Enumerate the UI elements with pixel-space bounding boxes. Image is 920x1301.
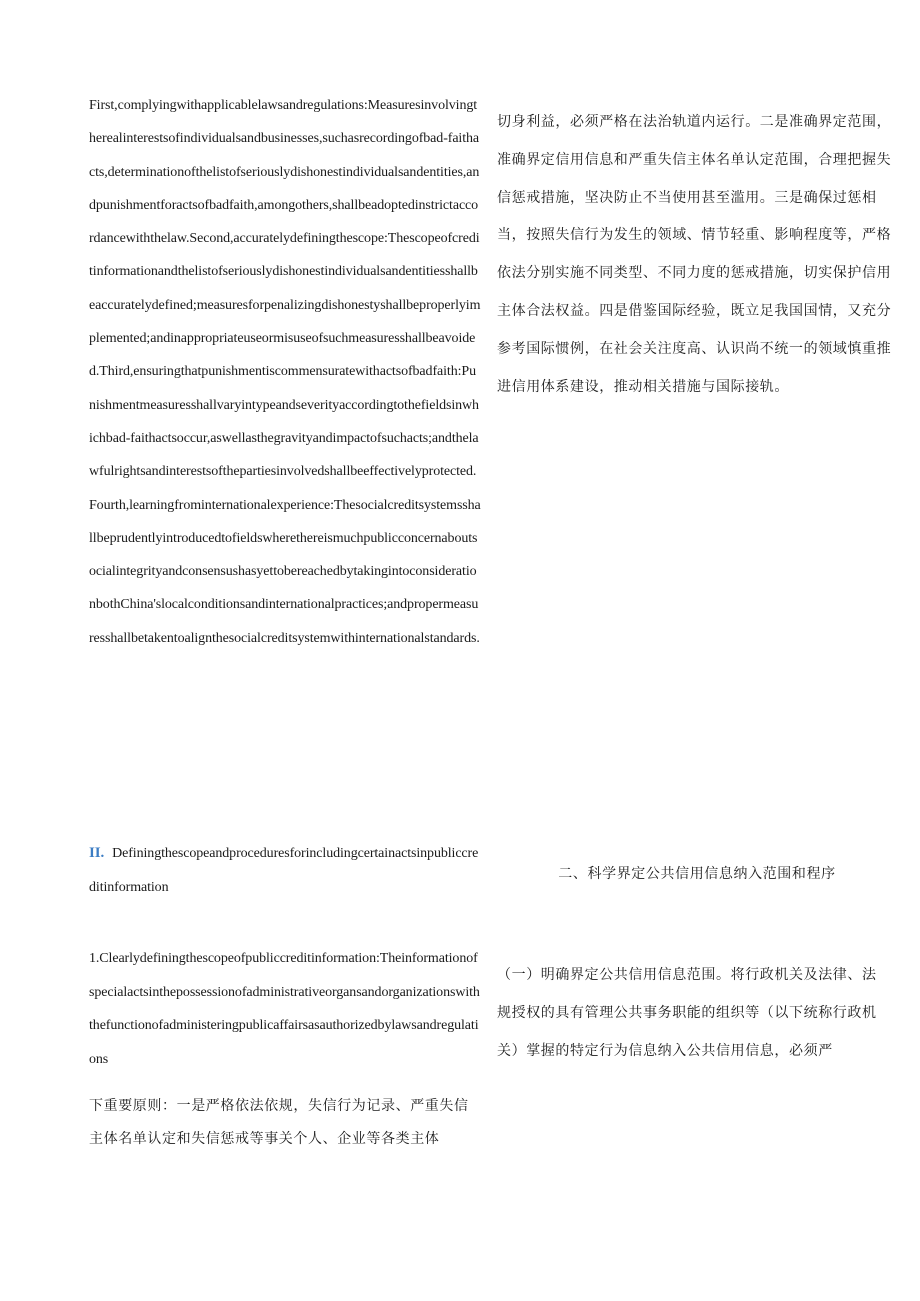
section-number: II. [89,845,105,861]
chinese-paragraph-scope: （一）明确界定公共信用信息范围。将行政机关及法律、法规授权的具有管理公共事务职能的组织等（以下统称行政机关）掌握的特定行为信息纳入公共信用信息，必须严 [497,967,877,1059]
english-section-heading [89,836,482,905]
chinese-section-heading: 二、科学界定公共信用信息纳入范围和程序 [558,866,836,882]
section-heading-text: Definingthescopeandproceduresforincludingcertainactsinpubliccreditinformation [89,846,479,895]
chinese-paragraph-principles: 切身利益，必须严格在法治轨道内运行。二是准确界定范围，准确界定信用信息和严重失信主体名单认定范围，合理把握失信惩戒措施，坚决防止不当使用甚至滥用。三是确保过惩相当，按照失信行为发生的领域、情节轻重、影响程度等，严格依法分别实施不同类型、不同力度的惩戒措施，切实保护信用主体合法权益。四是借鉴国际经验，既立足我国国情，又充分参考国际惯例，在社会关注度高、认识尚不统一的领域慎重推进信用体系建设，推动相关措施与国际接轨。 [497,114,892,395]
chinese-paragraph-fragment-left: 下重要原则：一是严格依法依规，失信行为记录、严重失信主体名单认定和失信惩戒等事关个人、企业等各类主体 [89,1098,469,1147]
english-paragraph-scope: 1.Clearlydefiningthescopeofpubliccreditinformation:Theinformationofspecialactsinthepossessionofadministrativeorgansandorganizationswiththefunctionofadministeringpublicaffairsasauthorizedbylawsandregulations [89,951,480,1067]
english-paragraph-principles: First,complyingwithapplicablelawsandregulations:Measuresinvolvingtherealinterestsofindividualsandbusinesses,suchasrecordingofbad-faithacts,determinationofthelistofseriouslydishonestindividualsandentities,andpunishmentforactsofbadfaith,amongothers,shallbeadoptedinstrictaccordancewiththelaw.Second,accuratelydefiningthescope:Thescopeofcreditinformationandthelistofseriouslydishonestindividualsandentitiesshallbeaccuratelydefined;measuresforpenalizingdishonestyshallbeproperlyimplemented;andinappropriateuseormisuseofsuchmeasuresshallbeavoided.Third,ensuringthatpunishmentiscommensuratewithactsofbadfaith:Punishmentmeasuresshallvaryintypeandseverityaccordingtothefieldsinwhichbad-faithactsoccur,aswellasthegravityandimpactofsuchacts;andthelawfulrightsandinterestsofthepartiesinvolvedshallbeeffectivelyprotected.Fourth,learningfrominternationalexperience:ThesocialcreditsystemsshallbeprudentlyintroducedtofieldswherethereismuchpublicconcernaboutsocialintegrityandconsensushasyettobereachedbytakingintoconsiderationbothChina'slocalconditionsandinternationalpractices;andpropermeasuresshallbetakentoalignthesocialcreditsystemwithinternationalstandards. [89,98,481,646]
